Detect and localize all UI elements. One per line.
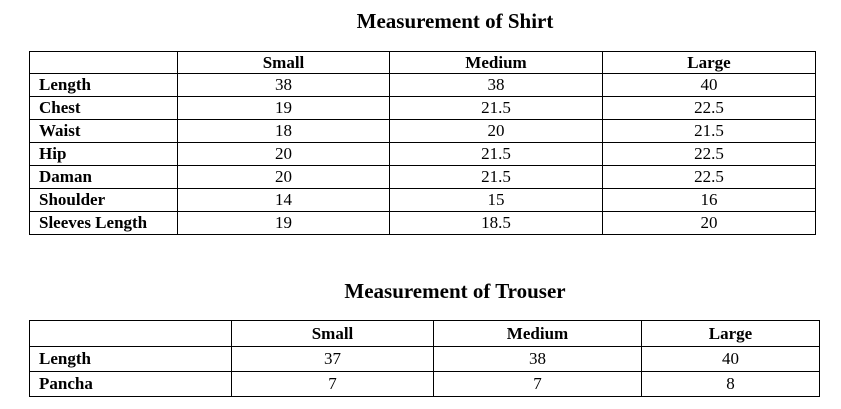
table-row — [30, 120, 816, 143]
table-header-row — [30, 52, 816, 74]
cell-medium: 21.5 — [390, 143, 603, 166]
table-row — [30, 347, 820, 372]
cell-medium: 15 — [390, 189, 603, 212]
cell-large: 22.5 — [603, 143, 816, 166]
table-row — [30, 189, 816, 212]
header-corner-cell — [30, 321, 232, 347]
table-row — [30, 97, 816, 120]
cell-large: 40 — [603, 74, 816, 97]
cell-medium: 21.5 — [390, 166, 603, 189]
cell-small: 19 — [178, 212, 390, 235]
row-label: Chest — [30, 97, 178, 120]
cell-large: 21.5 — [603, 120, 816, 143]
cell-medium: 7 — [434, 372, 642, 397]
row-label: Hip — [30, 143, 178, 166]
cell-medium: 21.5 — [390, 97, 603, 120]
cell-small: 18 — [178, 120, 390, 143]
cell-medium: 20 — [390, 120, 603, 143]
row-label: Sleeves Length — [30, 212, 178, 235]
shirt-table-title: Measurement of Shirt — [356, 9, 554, 33]
trouser-measurement-table — [29, 320, 820, 397]
cell-medium: 38 — [434, 347, 642, 372]
cell-small: 37 — [232, 347, 434, 372]
row-label: Daman — [30, 166, 178, 189]
row-label: Pancha — [30, 372, 232, 397]
column-header-medium: Medium — [390, 52, 603, 74]
table-row — [30, 166, 816, 189]
column-header-medium: Medium — [434, 321, 642, 347]
row-label: Shoulder — [30, 189, 178, 212]
cell-large: 22.5 — [603, 97, 816, 120]
header-corner-cell — [30, 52, 178, 74]
table-row — [30, 74, 816, 97]
cell-medium: 18.5 — [390, 212, 603, 235]
table-row — [30, 212, 816, 235]
trouser-table-title: Measurement of Trouser — [344, 279, 566, 303]
column-header-small: Small — [232, 321, 434, 347]
row-label: Length — [30, 74, 178, 97]
cell-small: 19 — [178, 97, 390, 120]
table-row — [30, 372, 820, 397]
cell-large: 22.5 — [603, 166, 816, 189]
row-label: Length — [30, 347, 232, 372]
cell-large: 16 — [603, 189, 816, 212]
column-header-large: Large — [603, 52, 816, 74]
shirt-measurement-table — [29, 51, 816, 235]
column-header-large: Large — [642, 321, 820, 347]
table-row — [30, 143, 816, 166]
cell-medium: 38 — [390, 74, 603, 97]
cell-large: 40 — [642, 347, 820, 372]
column-header-small: Small — [178, 52, 390, 74]
cell-small: 38 — [178, 74, 390, 97]
cell-small: 7 — [232, 372, 434, 397]
cell-large: 20 — [603, 212, 816, 235]
cell-large: 8 — [642, 372, 820, 397]
cell-small: 14 — [178, 189, 390, 212]
table-header-row — [30, 321, 820, 347]
cell-small: 20 — [178, 166, 390, 189]
row-label: Waist — [30, 120, 178, 143]
cell-small: 20 — [178, 143, 390, 166]
